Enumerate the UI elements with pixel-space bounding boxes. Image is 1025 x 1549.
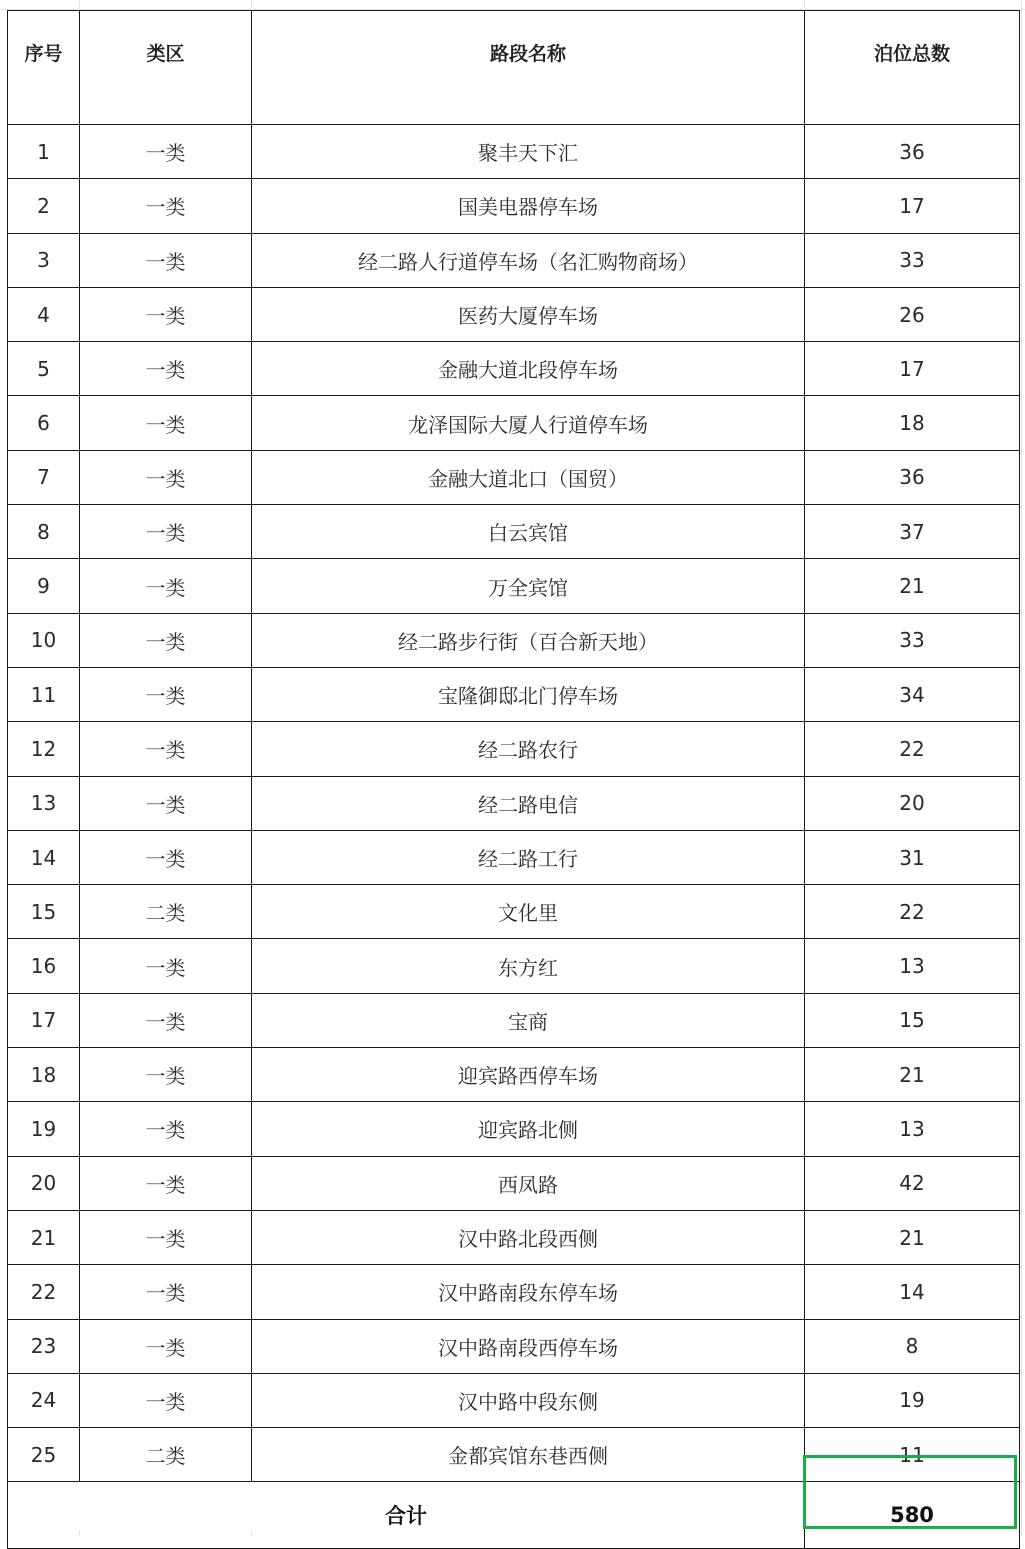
cell-total-spaces[interactable]: 33 <box>805 613 1020 667</box>
cell-total-spaces[interactable]: 21 <box>805 1210 1020 1264</box>
cell-total-spaces[interactable]: 14 <box>805 1265 1020 1319</box>
cell-seq[interactable]: 24 <box>8 1373 80 1427</box>
cell-road-name[interactable]: 龙泽国际大厦人行道停车场 <box>252 396 805 450</box>
header-total-spaces[interactable]: 泊位总数 <box>805 11 1020 125</box>
table-row <box>8 830 1020 884</box>
cell-total-spaces[interactable]: 42 <box>805 1156 1020 1210</box>
cell-road-name[interactable]: 西凤路 <box>252 1156 805 1210</box>
cell-total-spaces[interactable]: 8 <box>805 1319 1020 1373</box>
cell-category[interactable]: 一类 <box>80 559 252 613</box>
cell-total-spaces[interactable]: 13 <box>805 939 1020 993</box>
cell-seq[interactable]: 18 <box>8 1048 80 1102</box>
cell-seq[interactable]: 5 <box>8 342 80 396</box>
table-row <box>8 287 1020 341</box>
cell-total-spaces[interactable]: 22 <box>805 885 1020 939</box>
cell-category[interactable]: 一类 <box>80 667 252 721</box>
cell-total-spaces[interactable]: 37 <box>805 505 1020 559</box>
cell-seq[interactable]: 16 <box>8 939 80 993</box>
cell-category[interactable]: 二类 <box>80 885 252 939</box>
table-row <box>8 613 1020 667</box>
cell-road-name[interactable]: 万全宾馆 <box>252 559 805 613</box>
cell-total-spaces[interactable]: 18 <box>805 396 1020 450</box>
cell-seq[interactable]: 22 <box>8 1265 80 1319</box>
cell-category[interactable]: 二类 <box>80 1428 252 1482</box>
cell-seq[interactable]: 17 <box>8 993 80 1047</box>
table-row <box>8 1373 1020 1427</box>
table-row <box>8 993 1020 1047</box>
cell-category[interactable]: 一类 <box>80 1210 252 1264</box>
cell-total-spaces[interactable]: 36 <box>805 450 1020 504</box>
table-row <box>8 722 1020 776</box>
cell-seq[interactable]: 7 <box>8 450 80 504</box>
cell-road-name[interactable]: 国美电器停车场 <box>252 179 805 233</box>
cell-road-name[interactable]: 汉中路北段西侧 <box>252 1210 805 1264</box>
cell-road-name[interactable]: 宝商 <box>252 993 805 1047</box>
cell-road-name[interactable]: 白云宾馆 <box>252 505 805 559</box>
cell-category[interactable]: 一类 <box>80 1156 252 1210</box>
cell-road-name[interactable]: 金融大道北口（国贸） <box>252 450 805 504</box>
cell-seq[interactable]: 10 <box>8 613 80 667</box>
cell-category[interactable]: 一类 <box>80 125 252 179</box>
cell-total-spaces[interactable]: 34 <box>805 667 1020 721</box>
cell-total-spaces[interactable]: 17 <box>805 179 1020 233</box>
cell-category[interactable]: 一类 <box>80 939 252 993</box>
cell-total-spaces[interactable]: 36 <box>805 125 1020 179</box>
cell-category[interactable]: 一类 <box>80 1319 252 1373</box>
cell-category[interactable]: 一类 <box>80 179 252 233</box>
cell-category[interactable]: 一类 <box>80 776 252 830</box>
header-category[interactable]: 类区 <box>80 11 252 125</box>
header-road-name[interactable]: 路段名称 <box>252 11 805 125</box>
cell-category[interactable]: 一类 <box>80 722 252 776</box>
table-row <box>8 125 1020 179</box>
cell-road-name[interactable]: 经二路工行 <box>252 830 805 884</box>
table-row <box>8 1428 1020 1482</box>
cell-road-name[interactable]: 聚丰天下汇 <box>252 125 805 179</box>
cell-seq[interactable]: 20 <box>8 1156 80 1210</box>
table-row <box>8 776 1020 830</box>
total-value[interactable]: 580 <box>805 1482 1020 1549</box>
cell-road-name[interactable]: 迎宾路北侧 <box>252 1102 805 1156</box>
cell-category[interactable]: 一类 <box>80 1373 252 1427</box>
cell-seq[interactable]: 12 <box>8 722 80 776</box>
cell-road-name[interactable]: 汉中路中段东侧 <box>252 1373 805 1427</box>
cell-total-spaces[interactable]: 31 <box>805 830 1020 884</box>
table-row <box>8 505 1020 559</box>
cell-total-spaces[interactable]: 22 <box>805 722 1020 776</box>
table-row <box>8 559 1020 613</box>
cell-road-name[interactable]: 经二路步行街（百合新天地） <box>252 613 805 667</box>
cell-category[interactable]: 一类 <box>80 1048 252 1102</box>
table-row <box>8 1319 1020 1373</box>
cell-seq[interactable]: 21 <box>8 1210 80 1264</box>
cell-category[interactable]: 一类 <box>80 505 252 559</box>
cell-seq[interactable]: 1 <box>8 125 80 179</box>
cell-road-name[interactable]: 经二路农行 <box>252 722 805 776</box>
cell-category[interactable]: 一类 <box>80 1265 252 1319</box>
cell-total-spaces[interactable]: 20 <box>805 776 1020 830</box>
total-label[interactable]: 合计 <box>8 1482 805 1549</box>
cell-road-name[interactable]: 经二路电信 <box>252 776 805 830</box>
cell-seq[interactable]: 14 <box>8 830 80 884</box>
cell-seq[interactable]: 6 <box>8 396 80 450</box>
cell-road-name[interactable]: 汉中路南段东停车场 <box>252 1265 805 1319</box>
cell-total-spaces[interactable]: 19 <box>805 1373 1020 1427</box>
table-header-row <box>8 11 1020 125</box>
cell-total-spaces[interactable]: 13 <box>805 1102 1020 1156</box>
cell-total-spaces[interactable]: 15 <box>805 993 1020 1047</box>
table-total-row <box>8 1482 1020 1549</box>
cell-road-name[interactable]: 汉中路南段西停车场 <box>252 1319 805 1373</box>
header-seq[interactable]: 序号 <box>8 11 80 125</box>
sheet-gridline <box>1021 0 1022 1536</box>
parking-spaces-table <box>7 10 1020 1549</box>
cell-total-spaces[interactable]: 21 <box>805 1048 1020 1102</box>
cell-total-spaces[interactable]: 11 <box>805 1428 1020 1482</box>
table-row <box>8 1102 1020 1156</box>
table-row <box>8 939 1020 993</box>
cell-seq[interactable]: 13 <box>8 776 80 830</box>
table-row <box>8 1210 1020 1264</box>
cell-seq[interactable]: 8 <box>8 505 80 559</box>
cell-road-name[interactable]: 东方红 <box>252 939 805 993</box>
cell-seq[interactable]: 19 <box>8 1102 80 1156</box>
table-row <box>8 1156 1020 1210</box>
table-row <box>8 342 1020 396</box>
cell-road-name[interactable]: 宝隆御邸北门停车场 <box>252 667 805 721</box>
table-row <box>8 1048 1020 1102</box>
cell-category[interactable]: 一类 <box>80 287 252 341</box>
table-row <box>8 396 1020 450</box>
cell-seq[interactable]: 3 <box>8 233 80 287</box>
cell-road-name[interactable]: 医药大厦停车场 <box>252 287 805 341</box>
cell-category[interactable]: 一类 <box>80 613 252 667</box>
cell-seq[interactable]: 9 <box>8 559 80 613</box>
cell-category[interactable]: 一类 <box>80 830 252 884</box>
cell-total-spaces[interactable]: 17 <box>805 342 1020 396</box>
cell-category[interactable]: 一类 <box>80 450 252 504</box>
cell-category[interactable]: 一类 <box>80 233 252 287</box>
cell-road-name[interactable]: 经二路人行道停车场（名汇购物商场） <box>252 233 805 287</box>
table-row <box>8 1265 1020 1319</box>
cell-seq[interactable]: 15 <box>8 885 80 939</box>
cell-category[interactable]: 一类 <box>80 993 252 1047</box>
table-row <box>8 667 1020 721</box>
table-row <box>8 179 1020 233</box>
cell-seq[interactable]: 25 <box>8 1428 80 1482</box>
cell-category[interactable]: 一类 <box>80 396 252 450</box>
table-row <box>8 233 1020 287</box>
cell-total-spaces[interactable]: 21 <box>805 559 1020 613</box>
cell-seq[interactable]: 23 <box>8 1319 80 1373</box>
cell-road-name[interactable]: 金融大道北段停车场 <box>252 342 805 396</box>
cell-category[interactable]: 一类 <box>80 342 252 396</box>
cell-seq[interactable]: 11 <box>8 667 80 721</box>
cell-road-name[interactable]: 迎宾路西停车场 <box>252 1048 805 1102</box>
table-row <box>8 450 1020 504</box>
cell-total-spaces[interactable]: 26 <box>805 287 1020 341</box>
cell-seq[interactable]: 2 <box>8 179 80 233</box>
table-row <box>8 885 1020 939</box>
cell-seq[interactable]: 4 <box>8 287 80 341</box>
cell-total-spaces[interactable]: 33 <box>805 233 1020 287</box>
cell-road-name[interactable]: 文化里 <box>252 885 805 939</box>
cell-category[interactable]: 一类 <box>80 1102 252 1156</box>
cell-road-name[interactable]: 金都宾馆东巷西侧 <box>252 1428 805 1482</box>
